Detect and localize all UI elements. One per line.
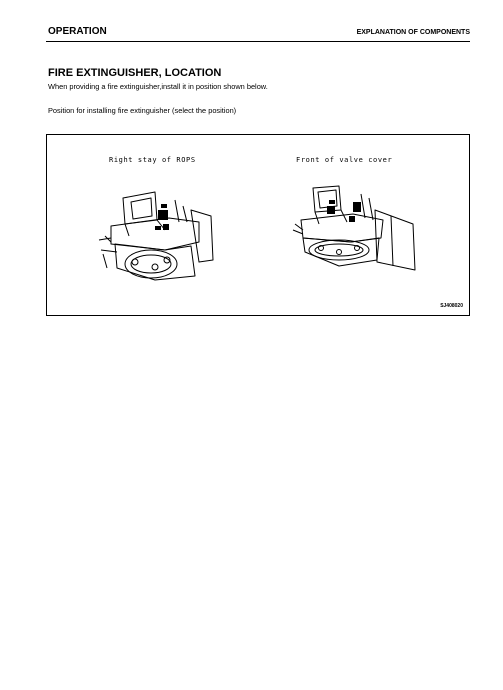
header-divider xyxy=(46,41,470,42)
figure-caption: Position for installing fire extinguisher (select the position) xyxy=(48,106,237,115)
bulldozer-rear-view-icon xyxy=(95,180,219,285)
right-figure-label: Front of valve cover xyxy=(296,156,393,164)
left-figure-label: Right stay of ROPS xyxy=(109,156,196,164)
page-title: FIRE EXTINGUISHER, LOCATION xyxy=(48,67,222,79)
figure-panel xyxy=(46,134,470,316)
header-chapter-title: EXPLANATION OF COMPONENTS xyxy=(356,29,470,36)
intro-text: When providing a fire extinguisher,install it in position shown below. xyxy=(48,82,268,91)
figure-code: SJ408020 xyxy=(440,303,463,309)
bulldozer-front-view-icon xyxy=(291,180,419,280)
header-section-title: OPERATION xyxy=(48,26,107,37)
